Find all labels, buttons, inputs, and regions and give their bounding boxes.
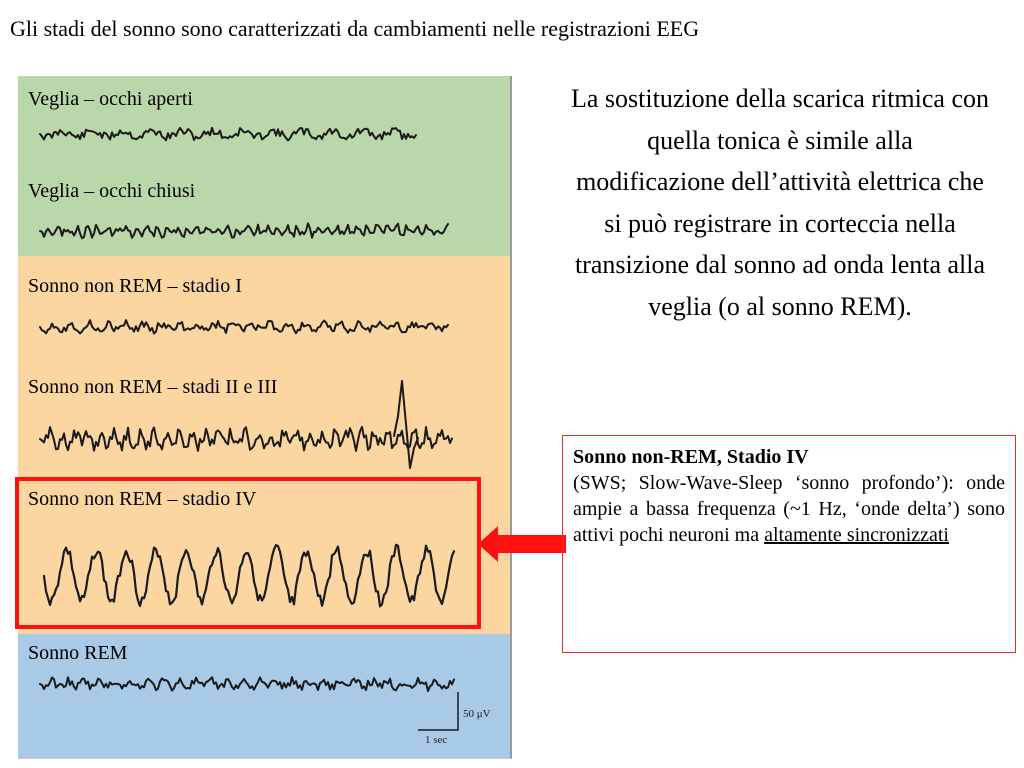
scale-time-label: 1 sec — [425, 734, 448, 746]
label-nrem-stage-2-3: Sonno non REM – stadi II e III — [28, 376, 278, 398]
red-arrow-icon — [478, 526, 566, 562]
label-wake-eyes-open: Veglia – occhi aperti — [28, 88, 193, 110]
trace-wake-eyes-closed — [40, 223, 448, 238]
info-box-underlined: altamente sincronizzati — [764, 524, 949, 546]
eeg-panel — [18, 76, 512, 759]
explanation-text: La sostituzione della scarica ritmica con quella tonica è simile alla modificazione dell’attività elettrica che si può registrare in corteccia nella transizione dal sonno ad onda lenta alla veglia (o al sonno REM). — [571, 84, 989, 321]
trace-nrem-stage-2-3 — [40, 427, 452, 451]
label-nrem-stage-4: Sonno non REM – stadio IV — [28, 488, 257, 510]
trace-rem — [40, 677, 454, 691]
info-box-title: Sonno non-REM, Stadio IV — [573, 446, 809, 468]
trace-wake-eyes-open — [40, 128, 416, 141]
label-nrem-stage-1: Sonno non REM – stadio I — [28, 275, 242, 297]
k-complex-spike — [394, 381, 418, 468]
stage-4-highlight — [15, 477, 481, 629]
stage-4-info-box — [562, 435, 1016, 653]
scale-amplitude-label: 50 μV — [463, 708, 491, 720]
label-wake-eyes-closed: Veglia – occhi chiusi — [28, 180, 196, 202]
info-box-text: (SWS; Slow-Wave-Sleep ‘sonno profondo’): onde ampie a bassa frequenza (~1 Hz, ‘onde delta’) sono attivi pochi neuroni ma — [573, 472, 1005, 546]
trace-nrem-stage-1 — [40, 320, 448, 334]
slide-title: Gli stadi del sonno sono caratterizzati da cambiamenti nelle registrazioni EEG — [10, 16, 700, 41]
eeg-traces — [18, 76, 510, 758]
label-rem: Sonno REM — [28, 642, 128, 664]
scale-bar — [418, 692, 491, 746]
